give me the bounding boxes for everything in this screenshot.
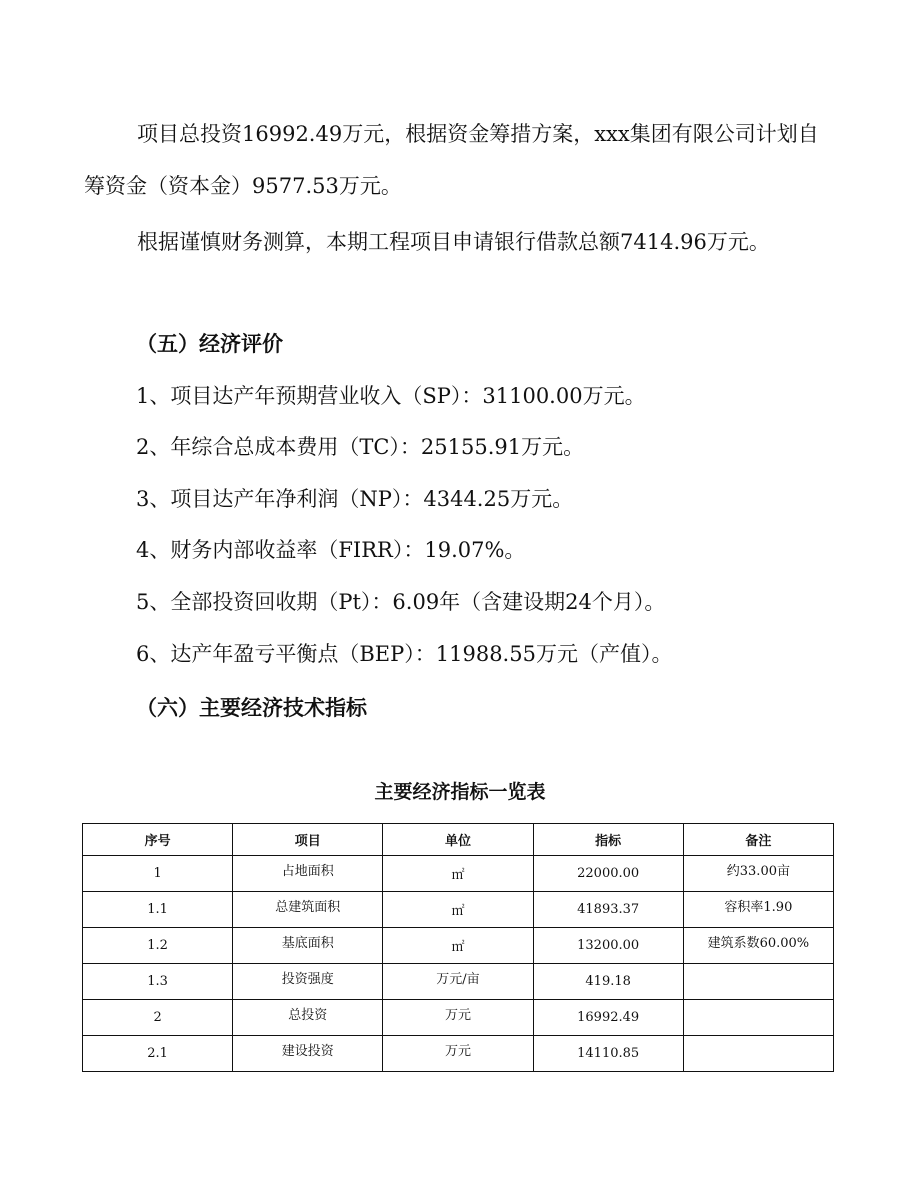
table-cell: 419.18 xyxy=(533,964,683,1000)
table-cell: 总投资 xyxy=(233,1000,383,1036)
column-header: 备注 xyxy=(683,824,833,856)
table-cell: 建设投资 xyxy=(233,1036,383,1072)
evaluation-item: 2、年综合总成本费用（TC）：25155.91万元。 xyxy=(136,435,585,459)
table-cell: ㎡ xyxy=(383,856,533,892)
table-cell xyxy=(683,1036,833,1072)
table-cell: 2 xyxy=(83,1000,233,1036)
table-cell: 约33.00亩 xyxy=(683,856,833,892)
table-cell: 万元 xyxy=(383,1036,533,1072)
evaluation-item: 6、达产年盈亏平衡点（BEP）：11988.55万元（产值）。 xyxy=(136,642,673,666)
column-header: 单位 xyxy=(383,824,533,856)
evaluation-item: 1、项目达产年预期营业收入（SP）：31100.00万元。 xyxy=(136,384,646,408)
table-header-row xyxy=(83,824,834,856)
table-cell: 16992.49 xyxy=(533,1000,683,1036)
table-row xyxy=(83,964,834,1000)
section-heading-economic-evaluation: （五）经济评价 xyxy=(136,331,283,356)
table-cell: 容积率1.90 xyxy=(683,892,833,928)
table-cell: 14110.85 xyxy=(533,1036,683,1072)
indicator-table xyxy=(82,823,834,1072)
column-header: 指标 xyxy=(533,824,683,856)
loan-paragraph: 根据谨慎财务测算，本期工程项目申请银行借款总额7414.96万元。 xyxy=(137,230,770,254)
table-cell: 2.1 xyxy=(83,1036,233,1072)
column-header: 序号 xyxy=(83,824,233,856)
table-cell: 万元 xyxy=(383,1000,533,1036)
table-row xyxy=(83,856,834,892)
evaluation-item: 5、全部投资回收期（Pt）：6.09年（含建设期24个月）。 xyxy=(136,590,666,614)
table-cell: 总建筑面积 xyxy=(233,892,383,928)
table-cell: 41893.37 xyxy=(533,892,683,928)
table-cell: 占地面积 xyxy=(233,856,383,892)
table-cell: ㎡ xyxy=(383,928,533,964)
section-heading-key-indicators: （六）主要经济技术指标 xyxy=(136,695,367,720)
table-cell: 基底面积 xyxy=(233,928,383,964)
table-row xyxy=(83,1036,834,1072)
table-cell: 投资强度 xyxy=(233,964,383,1000)
table-cell: 1.3 xyxy=(83,964,233,1000)
investment-paragraph: 项目总投资16992.49万元，根据资金筹措方案，xxx集团有限公司计划自筹资金（资本金）9577.53万元。 xyxy=(84,122,819,198)
table-cell: ㎡ xyxy=(383,892,533,928)
table-cell: 22000.00 xyxy=(533,856,683,892)
evaluation-item: 3、项目达产年净利润（NP）：4344.25万元。 xyxy=(136,487,574,511)
table-cell: 1.2 xyxy=(83,928,233,964)
table-cell: 1 xyxy=(83,856,233,892)
table-row xyxy=(83,928,834,964)
table-cell: 1.1 xyxy=(83,892,233,928)
evaluation-item: 4、财务内部收益率（FIRR）：19.07%。 xyxy=(136,538,526,562)
table-cell: 建筑系数60.00% xyxy=(683,928,833,964)
table-cell xyxy=(683,1000,833,1036)
table-cell xyxy=(683,964,833,1000)
table-row xyxy=(83,1000,834,1036)
table-cell: 13200.00 xyxy=(533,928,683,964)
table-cell: 万元/亩 xyxy=(383,964,533,1000)
column-header: 项目 xyxy=(233,824,383,856)
table-title: 主要经济指标一览表 xyxy=(374,781,546,803)
table-row xyxy=(83,892,834,928)
